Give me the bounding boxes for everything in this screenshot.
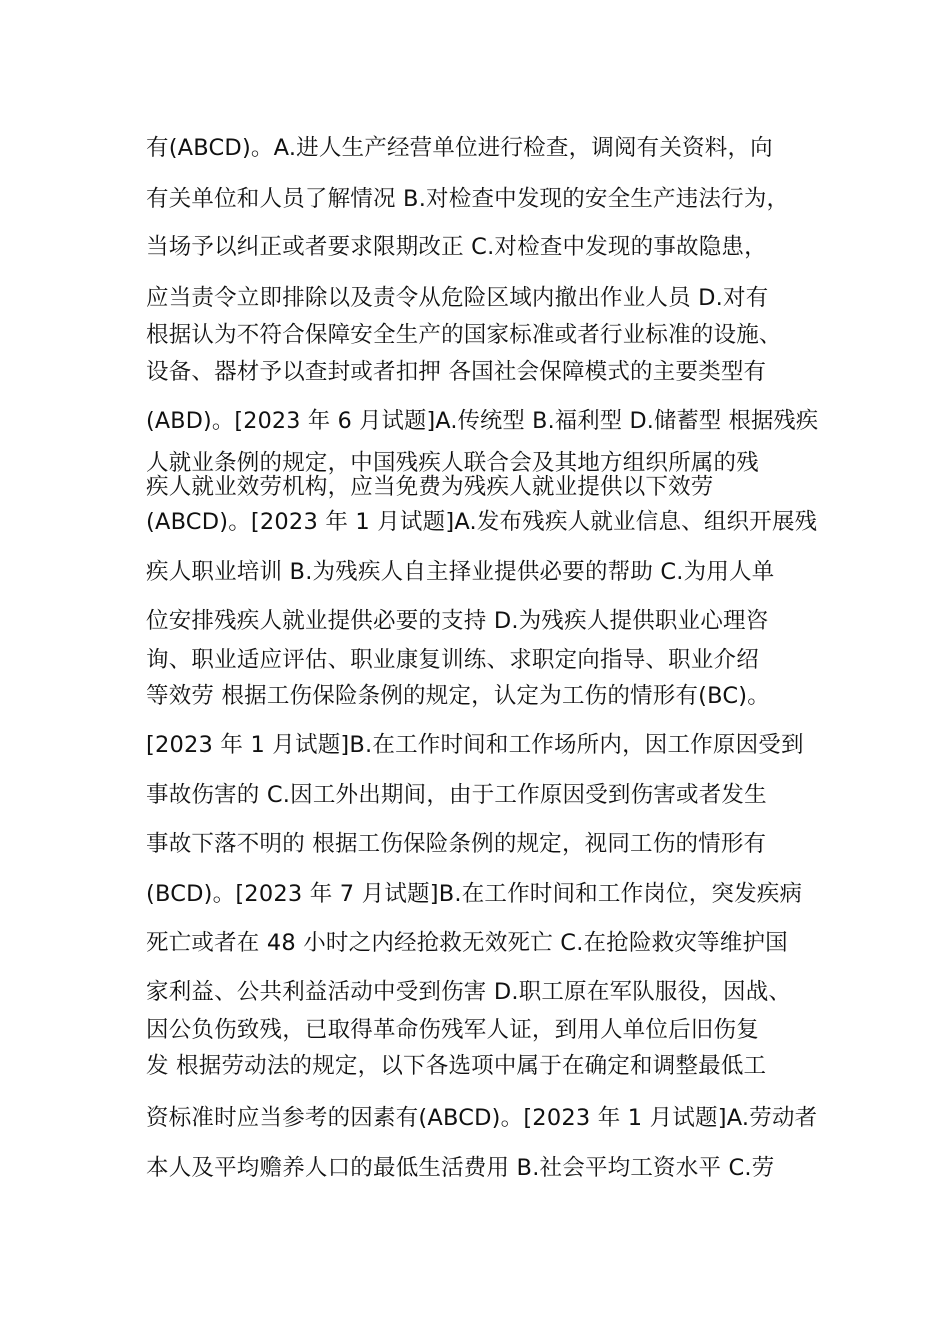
text-line: 等效劳 根据工伤保险条例的规定，认定为工伤的情形有(BC)。 xyxy=(146,683,770,709)
text-line: 设备、器材予以查封或者扣押 各国社会保障模式的主要类型有 xyxy=(146,359,767,385)
text-line: 事故伤害的 C.因工外出期间，由于工作原因受到伤害或者发生 xyxy=(146,782,767,808)
text-line: 询、职业适应评估、职业康复训练、求职定向指导、职业介绍 xyxy=(146,647,759,673)
text-line: 根据认为不符合保障安全生产的国家标准或者行业标准的设施、 xyxy=(146,322,782,348)
text-line: 家利益、公共利益活动中受到伤害 D.职工原在军队服役，因战、 xyxy=(146,979,792,1005)
text-line: 发 根据劳动法的规定，以下各选项中属于在确定和调整最低工 xyxy=(146,1053,767,1079)
text-line: 事故下落不明的 根据工伤保险条例的规定，视同工伤的情形有 xyxy=(146,831,767,857)
text-line: 当场予以纠正或者要求限期改正 C.对检查中发现的事故隐患， xyxy=(146,234,767,260)
text-line: (BCD)。[2023 年 7 月试题]B.在工作时间和工作岗位，突发疾病 xyxy=(146,881,803,907)
text-line: 位安排残疾人就业提供必要的支持 D.为残疾人提供职业心理咨 xyxy=(146,608,769,634)
text-line: 有(ABCD)。A.进人生产经营单位进行检查，调阅有关资料，向 xyxy=(146,135,773,161)
text-line: 应当责令立即排除以及责令从危险区域内撤出作业人员 D.对有 xyxy=(146,285,769,311)
text-line: 本人及平均赡养人口的最低生活费用 B.社会平均工资水平 C.劳 xyxy=(146,1155,775,1181)
text-line: (ABCD)。[2023 年 1 月试题]A.发布残疾人就业信息、组织开展残 xyxy=(146,509,818,535)
text-line: 疾人职业培训 B.为残疾人自主择业提供必要的帮助 C.为用人单 xyxy=(146,559,775,585)
text-line: (ABD)。[2023 年 6 月试题]A.传统型 B.福利型 D.储蓄型 根据残疾 xyxy=(146,408,819,434)
text-line: 有关单位和人员了解情况 B.对检查中发现的安全生产违法行为， xyxy=(146,186,790,212)
text-line: 疾人就业效劳机构，应当免费为残疾人就业提供以下效劳 xyxy=(146,474,714,500)
text-line: 人就业条例的规定，中国残疾人联合会及其地方组织所属的残 xyxy=(146,450,759,476)
text-line: 因公负伤致残，已取得革命伤残军人证，到用人单位后旧伤复 xyxy=(146,1017,759,1043)
text-line: 资标准时应当参考的因素有(ABCD)。[2023 年 1 月试题]A.劳动者 xyxy=(146,1105,818,1131)
text-line: [2023 年 1 月试题]B.在工作时间和工作场所内，因工作原因受到 xyxy=(146,732,804,758)
text-line: 死亡或者在 48 小时之内经抢救无效死亡 C.在抢险救灾等维护国 xyxy=(146,930,788,956)
